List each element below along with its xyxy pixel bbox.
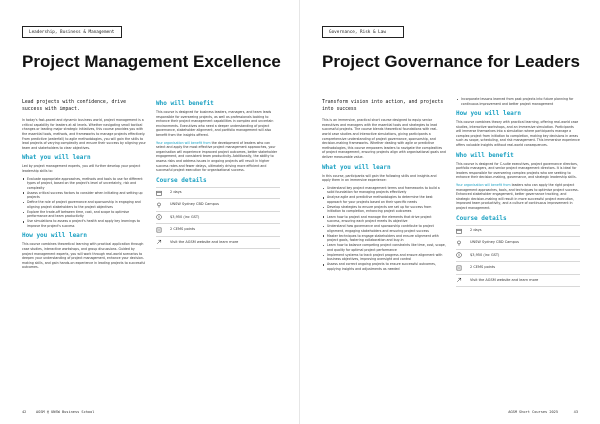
benefit-heading: Who will benefit	[456, 151, 514, 159]
category-tag: Governance, Risk & Law	[322, 26, 404, 38]
benefit-org-text: leaders who can apply the right project management approaches, tools, and techniques to optimise project success. Enhanced stakeholder engagement, better governance tracking, and strategic decision-making will result in more successful project execution, improved team productivity, and a culture of continuous improvement in project management.	[456, 182, 579, 210]
list-item: Define the role of project governance and sponsorship in engaging and aligning project stakeholders to the project objectives	[22, 200, 146, 209]
benefit-highlight: Your organisation will benefit from	[156, 140, 211, 145]
location-icon	[156, 202, 170, 208]
course-details	[156, 187, 280, 250]
price-icon	[456, 252, 470, 258]
page-title: Project Management Excellence	[22, 52, 281, 71]
credit-icon	[456, 265, 470, 271]
detail-location	[156, 199, 280, 212]
course-details	[456, 225, 580, 288]
benefit-org-text: the development of leaders who can select and apply the most effective project management approaches, your organisation will experience improved project outcomes, better stakeholder engagement, and consistent team productivity. Additionally, the ability to assess risks and address issues in ongoing projects will result in higher success rates and fewer delays, ultimately driving more efficient and successful project execution for organisational success.	[156, 140, 278, 173]
right-column	[156, 100, 280, 249]
list-item: Evaluate appropriate approaches, methods and tools to use for different types of project, based on the project's level of uncertainty, risk and complexity	[22, 177, 146, 191]
learn-heading: What you will learn	[322, 163, 391, 171]
right-column	[456, 97, 580, 287]
benefit-paragraph: This course is designed for business leaders, managers, and team leads responsible for overseeing projects, as well as professionals looking to enhance their project management capabilities in complex and uncertain environments. Executives who need a deeper understanding of project governance, stakeholder alignment, and portfolio management will also benefit from the insights offered.	[156, 110, 274, 137]
benefit-highlight: Your organisation will benefit from	[456, 182, 511, 187]
how-heading: How you will learn	[456, 110, 522, 117]
list-item: Learn how to project and manage the elements that drive project success, ensuring each project meets its objective	[322, 215, 446, 224]
category-tag: Leadership, Business & Management	[22, 26, 122, 38]
list-item: Analyse agile and predictive methodologies to determine the best approach for your projects based on their specific needs	[322, 195, 446, 204]
page-footer	[22, 410, 286, 414]
intro-paragraph: In today's fast-paced and dynamic business world, project management is a critical capability for leaders at all levels. Whether navigating small tactical changes or leading major strategic initiatives, this course provides you with the essential tools, methods, and frameworks to manage projects effectively. From predictive (waterfall) to agile methodologies, you will gain the skills to lead projects of varying complexity and ensure their success by aligning your team and stakeholders to clear objectives.	[22, 118, 146, 150]
detail-location	[456, 237, 580, 250]
list-item: Develop strategies to ensure projects are set up for success from initiation to completion, enhancing project outcomes	[322, 205, 446, 214]
intro-paragraph: This is an immersive, practical short course designed to equip senior executives and managers with the essential tools and strategies to lead successful projects. The course blends theoretical foundations with real-world case studies and interactive simulations, giving participants a comprehensive understanding of project governance, sponsorship, and decision-making frameworks. Whether dealing with agile or predictive methodologies, this course empowers leaders to navigate the complexities of project management, ensuring projects align with organisational goals and deliver measurable value.	[322, 118, 446, 159]
credit-icon	[156, 227, 170, 233]
detail-price	[456, 250, 580, 263]
detail-credit	[456, 262, 580, 275]
how-heading: How you will learn	[22, 232, 88, 240]
detail-text: 2 days	[470, 228, 482, 233]
detail-text: 2 CEMS points	[170, 227, 196, 232]
detail-duration	[456, 225, 580, 238]
list-item: Incorporate lessons learned from past projects into future planning for continuous improvement and better project management	[456, 97, 580, 106]
calendar-icon	[456, 228, 470, 234]
list-item: Implement systems to track project progress and ensure alignment with business objectives, improving oversight and control	[322, 253, 446, 262]
lead-statement: Transform vision into action, and projects into success	[322, 100, 444, 112]
list-item: Explore the trade-off between time, cost, and scope to optimise performance and team productivity	[22, 210, 146, 219]
learn-intro: In this course, participants will gain the following skills and insights and apply them in an immersive experience:	[322, 173, 437, 183]
how-paragraph: This course combines theory with practical learning, offering real-world case studies, interactive workshops, and an immersive simulation. Participants will immerse themselves into a simulation where participants manage a complex project from initiation to completion, making key decisions in areas such as scope, scheduling, and risk management. This immersive experience offers valuable insights without real-world consequences.	[456, 120, 580, 147]
page-number: 42	[22, 410, 27, 414]
list-item: Assess critical success factors to consider when initiating and setting up projects	[22, 191, 146, 200]
details-heading: Course details	[156, 176, 207, 184]
learn-heading: What you will learn	[22, 154, 91, 162]
detail-text: $3,950 (inc GST)	[170, 214, 200, 219]
location-icon	[456, 240, 470, 246]
detail-text: 2 CEMS points	[470, 265, 496, 270]
price-icon	[156, 214, 170, 220]
detail-link[interactable]	[156, 237, 280, 250]
detail-duration	[156, 187, 280, 200]
learn-list	[22, 177, 146, 229]
benefit-org-paragraph	[156, 141, 280, 173]
list-item: Understand key project management terms and frameworks to build a solid foundation for managing projects effectively	[322, 186, 446, 195]
list-item: Master techniques to engage stakeholders and ensure alignment with project goals, fostering collaboration and buy-in	[322, 234, 446, 243]
benefit-org-paragraph	[456, 183, 580, 211]
list-item: Assess and correct ongoing projects to ensure successful outcomes, applying insights and adjustments as needed	[322, 262, 446, 271]
detail-price	[156, 212, 280, 225]
list-item: Understand how governance and sponsorship contribute to project alignment, engaging stakeholders and ensuring project success	[322, 224, 446, 233]
page-number: 43	[573, 410, 578, 414]
list-item: Learn how to balance competing project constraints like time, cost, scope, and quality for optimal project performance	[322, 243, 446, 252]
benefit-paragraph: This course is designed for C-suite executives, project governance directors, portfolio managers, and senior project management directors. It is ideal for leaders responsible for overseeing complex projects who are seeking to enhance their decision-making, governance, and strategic leadership skills.	[456, 161, 578, 180]
link-icon	[456, 277, 470, 283]
link-icon	[156, 239, 170, 245]
learn-list-continued	[456, 97, 580, 106]
page-footer	[314, 410, 578, 414]
details-heading: Course details	[456, 214, 507, 222]
learn-list	[322, 186, 446, 272]
page-title: Project Governance for Leaders	[322, 52, 580, 71]
footer-text: AGSM @ UNSW Business School	[36, 410, 95, 414]
lead-statement: Lead projects with confidence, drive success with impact.	[22, 100, 126, 112]
right-page	[300, 0, 600, 424]
learn-more-link[interactable]: Visit the AGSM website and learn more	[170, 239, 239, 244]
how-paragraph: This course combines theoretical learning with practical application through case studies, interactive workshops, and group discussions. Guided by project management experts, you will work through real-world scenarios to deepen your understanding of project management, enhance your decision-making skills, and gain hands-on experience in leading projects to successful outcomes.	[22, 242, 146, 270]
detail-link[interactable]	[456, 275, 580, 288]
list-item: Use simulations to assess a project's health and apply key learnings to improve the project's success	[22, 219, 146, 228]
detail-text: 2 days	[170, 190, 182, 195]
learn-intro: Led by project management experts, you will further develop your project leadership skills to:	[22, 164, 141, 173]
detail-text: $3,950 (inc GST)	[470, 252, 500, 257]
benefit-heading: Who will benefit	[156, 100, 214, 107]
detail-text: UNSW Sydney CBD Campus	[470, 240, 519, 245]
left-column	[322, 100, 446, 274]
calendar-icon	[156, 190, 170, 196]
detail-credit	[156, 224, 280, 237]
learn-more-link[interactable]: Visit the AGSM website and learn more	[470, 277, 539, 282]
left-column	[22, 100, 146, 273]
detail-text: UNSW Sydney CBD Campus	[170, 202, 219, 207]
footer-text: AGSM Short Courses 2025	[508, 410, 558, 414]
